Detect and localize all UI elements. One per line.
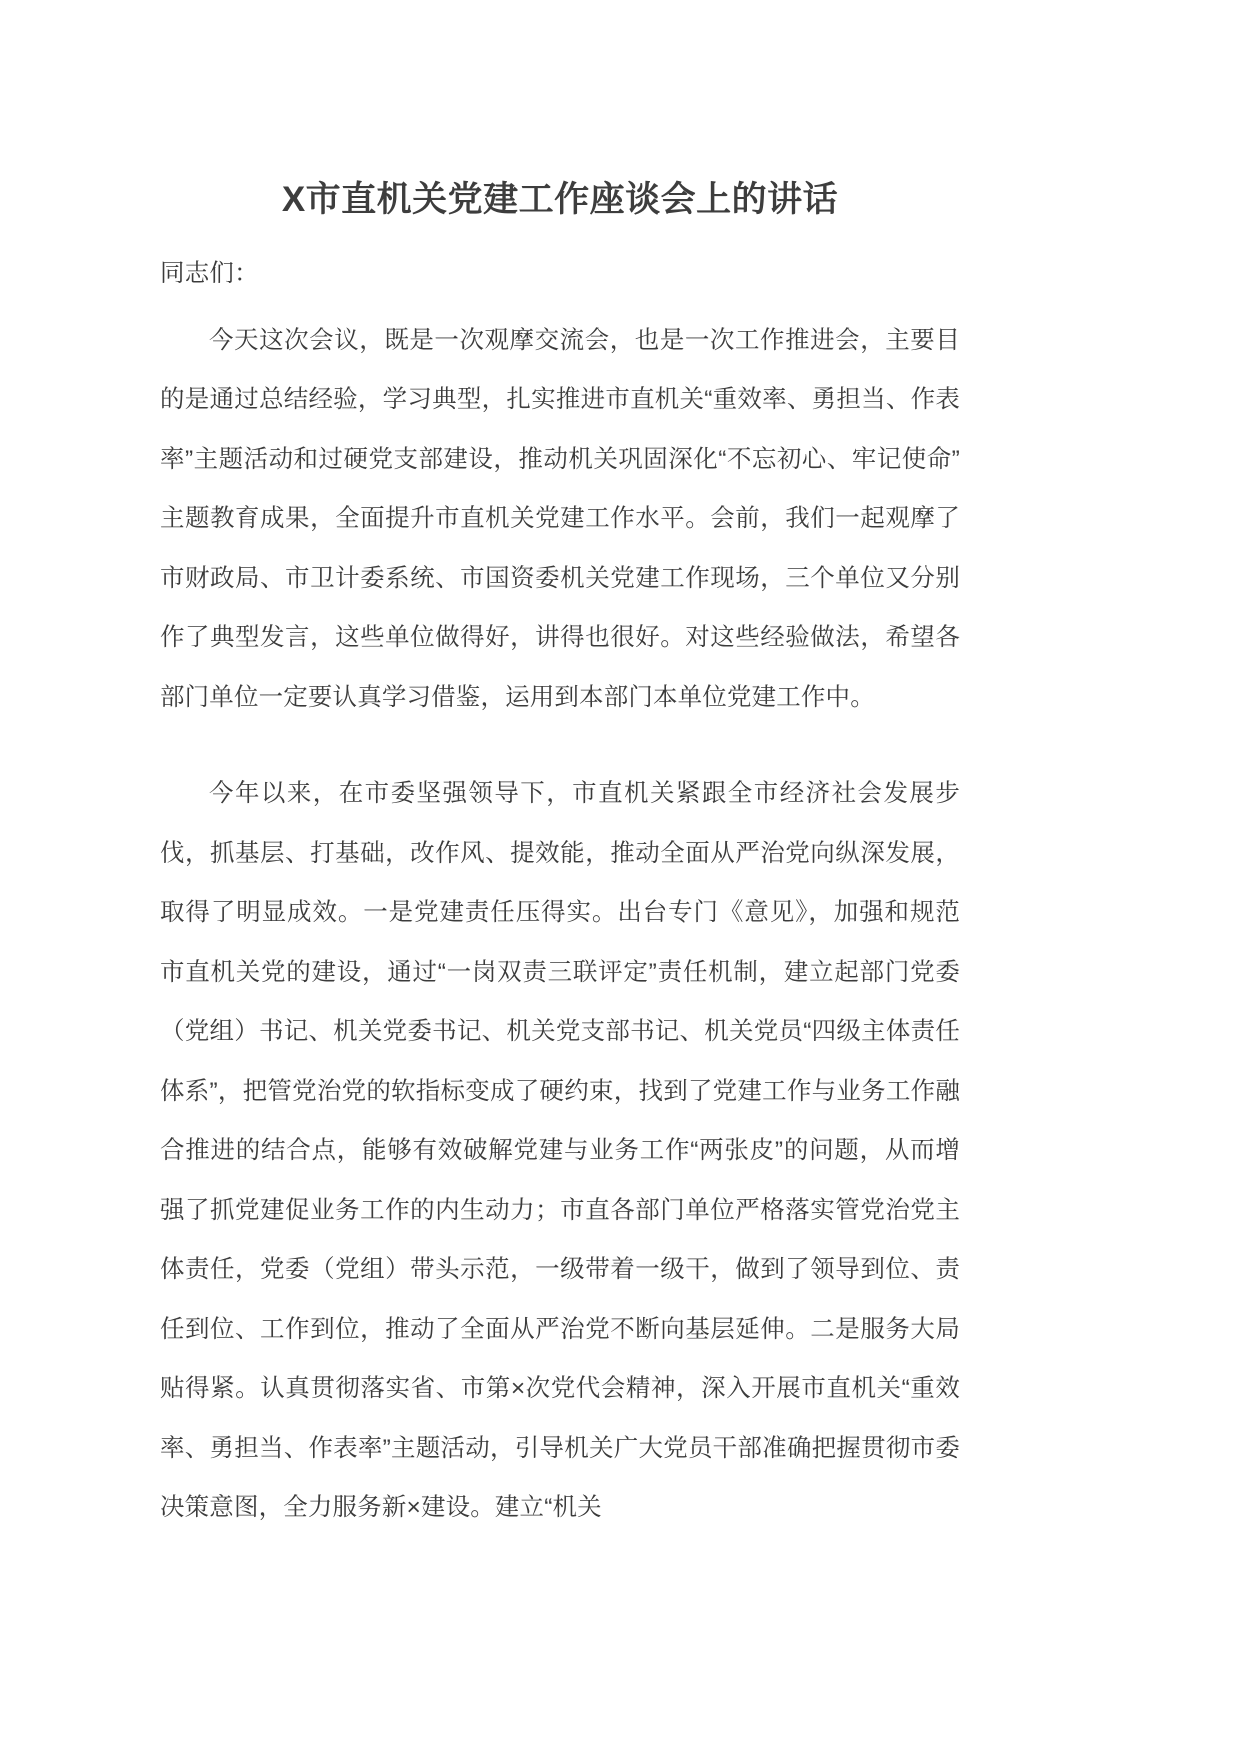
paragraph-1: 今天这次会议，既是一次观摩交流会，也是一次工作推进会，主要目的是通过总结经验，学习典型，扎实推进市直机关“重效率、勇担当、作表率”主题活动和过硬党支部建设，推动机关巩固深化“不忘初心、牢记使命”主题教育成果，全面提升市直机关党建工作水平。会前，我们一起观摩了市财政局、市卫计委系统、市国资委机关党建工作现场，三个单位又分别作了典型发言，这些单位做得好，讲得也很好。对这些经验做法，希望各部门单位一定要认真学习借鉴，运用到本部门本单位党建工作中。 bbox=[160, 326, 960, 711]
salutation: 同志们： bbox=[160, 260, 259, 288]
paragraph-2: 今年以来，在市委坚强领导下，市直机关紧跟全市经济社会发展步伐，抓基层、打基础，改作风、提效能，推动全面从严治党向纵深发展，取得了明显成效。一是党建责任压得实。出台专门《意见》，加强和规范市直机关党的建设，通过“一岗双责三联评定”责任机制，建立起部门党委（党组）书记、机关党委书记、机关党支部书记、机关党员“四级主体责任体系”，把管党治党的软指标变成了硬约束，找到了党建工作与业务工作融合推进的结合点，能够有效破解党建与业务工作“两张皮”的问题，从而增强了抓党建促业务工作的内生动力；市直各部门单位严格落实管党治党主体责任，党委（党组）带头示范，一级带着一级干，做到了领导到位、责任到位、工作到位，推动了全面从严治党不断向基层延伸。二是服务大局贴得紧。认真贯彻落实省、市第×次党代会精神，深入开展市直机关“重效率、勇担当、作表率”主题活动，引导机关广大党员干部准确把握贯彻市委决策意图，全力服务新×建设。建立“机关 bbox=[160, 780, 960, 1522]
page-title: X市直机关党建工作座谈会上的讲话 bbox=[281, 180, 839, 219]
document-body bbox=[160, 0, 960, 1538]
